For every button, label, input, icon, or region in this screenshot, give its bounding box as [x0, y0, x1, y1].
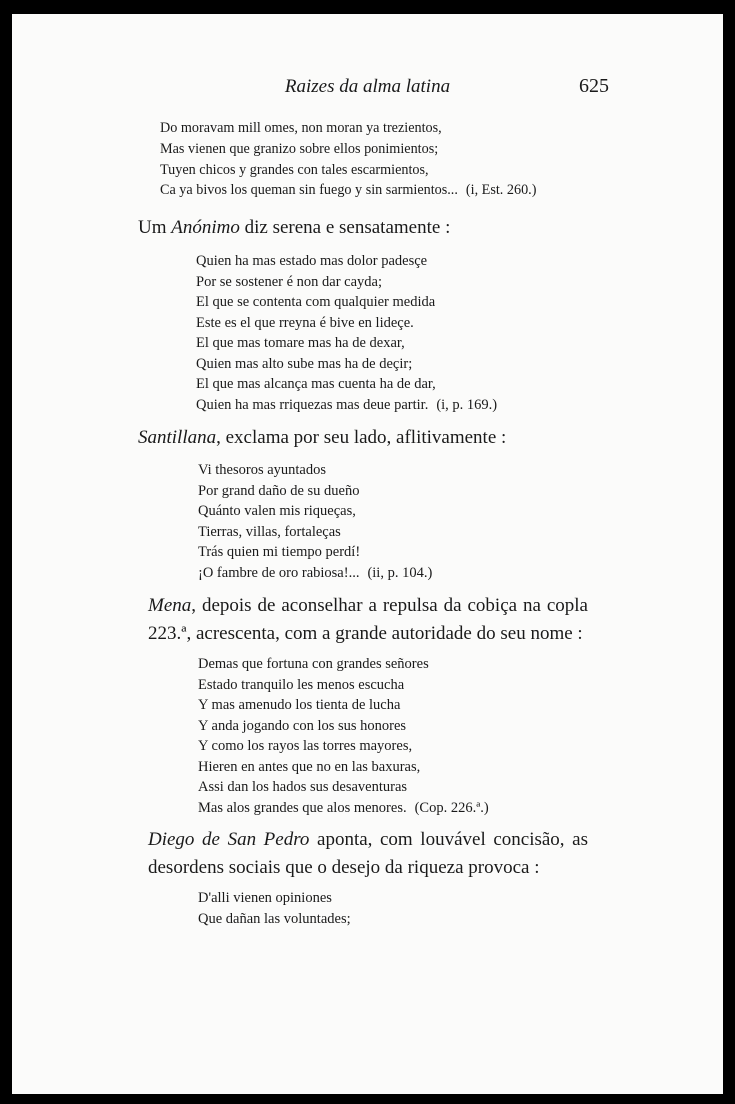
verse-block-5 — [198, 888, 351, 929]
verse-line: Que dañan las voluntades; — [198, 910, 351, 927]
verse-line: Quánto valen mis riqueças, — [198, 503, 356, 519]
verse-line: Hieren en antes que no en las baxuras, — [198, 758, 421, 775]
verse-block-2 — [196, 251, 497, 415]
author-name: Santillana — [138, 427, 217, 448]
verse-line: El que se contenta com qualquier medida — [196, 294, 436, 310]
verse-line: Vi thesoros ayuntados — [198, 462, 327, 478]
verse-line: Ca ya bivos los queman sin fuego y sin sarmientos... — [160, 182, 458, 199]
verse-line: Por se sostener é non dar cayda; — [196, 273, 383, 290]
verse-line: D'alli vienen opiniones — [198, 890, 332, 906]
verse-line: Quien ha mas estado mas dolor padesçe — [196, 253, 428, 269]
prose-line: 223.ª, acrescenta, com a grande autoridade do seu nome : — [148, 623, 583, 644]
intro-paragraph-3 — [138, 424, 598, 452]
verse-line: Y mas amenudo los tienta de lucha — [198, 697, 401, 713]
page-number: 625 — [579, 75, 609, 97]
verse-line: Do moravam mill omes, non moran ya trezientos, — [160, 120, 442, 136]
author-name: Anónimo — [171, 217, 240, 238]
prose-line: Um Anónimo diz serena e sensatamente : — [138, 217, 451, 238]
verse-line: Por grand daño de su dueño — [198, 482, 360, 499]
verse-line: Quien mas alto sube mas ha de deçir; — [196, 355, 413, 372]
prose-line: Diego de San Pedro aponta, com louvável concisão, as — [148, 829, 588, 850]
verse-line: Assi dan los hados sus desaventuras — [198, 779, 408, 795]
verse-line: ¡O fambre de oro rabiosa!... — [198, 564, 360, 581]
intro-paragraph-5 — [148, 826, 588, 882]
verse-line: El que mas alcança mas cuenta ha de dar, — [196, 376, 436, 392]
verse-block-3 — [198, 460, 432, 583]
verse-line: Trás quien mi tiempo perdí! — [198, 544, 361, 560]
prose-line: desordens sociais que o desejo da riqueza provoca : — [148, 857, 540, 878]
book-page — [12, 14, 723, 1094]
prose-line: Santillana, exclama por seu lado, aflitivamente : — [138, 427, 507, 448]
verse-line: Y anda jogando con los sus honores — [198, 717, 407, 734]
verse-line: Demas que fortuna con grandes señores — [198, 656, 429, 672]
verse-line: Estado tranquilo les menos escucha — [198, 676, 405, 693]
citation-ref: (i, Est. 260.) — [465, 182, 537, 199]
author-name: Mena — [148, 595, 192, 616]
citation-ref: (ii, p. 104.) — [367, 564, 433, 581]
verse-block-1 — [160, 118, 536, 201]
verse-line: El que mas tomare mas ha de dexar, — [196, 335, 405, 351]
prose-line: Mena, depois de aconselhar a repulsa da cobiça na copla — [148, 595, 588, 616]
verse-line: Mas vienen que granizo sobre ellos ponimientos; — [160, 140, 439, 157]
verse-line: Tierras, villas, fortaleças — [198, 523, 341, 540]
citation-ref: (Cop. 226.ª.) — [414, 799, 489, 816]
verse-line: Tuyen chicos y grandes con tales escarmientos, — [160, 161, 429, 178]
intro-paragraph-2 — [138, 214, 598, 242]
verse-line: Este es el que rreyna é bive en lideçe. — [196, 314, 414, 331]
author-name: Diego de San Pedro — [148, 829, 310, 850]
verse-line-with-ref — [198, 563, 432, 584]
verse-line: Mas alos grandes que alos menores. — [198, 799, 407, 816]
running-header-title: Raizes da alma latina — [284, 76, 451, 97]
verse-line-with-ref — [198, 798, 489, 819]
citation-ref: (i, p. 169.) — [436, 396, 498, 413]
verse-line-with-ref — [196, 395, 497, 416]
verse-block-4 — [198, 654, 489, 818]
intro-paragraph-4 — [148, 592, 588, 648]
verse-line-with-ref — [160, 180, 536, 201]
verse-line: Y como los rayos las torres mayores, — [198, 738, 413, 754]
verse-line: Quien ha mas rriquezas mas deue partir. — [196, 396, 429, 413]
